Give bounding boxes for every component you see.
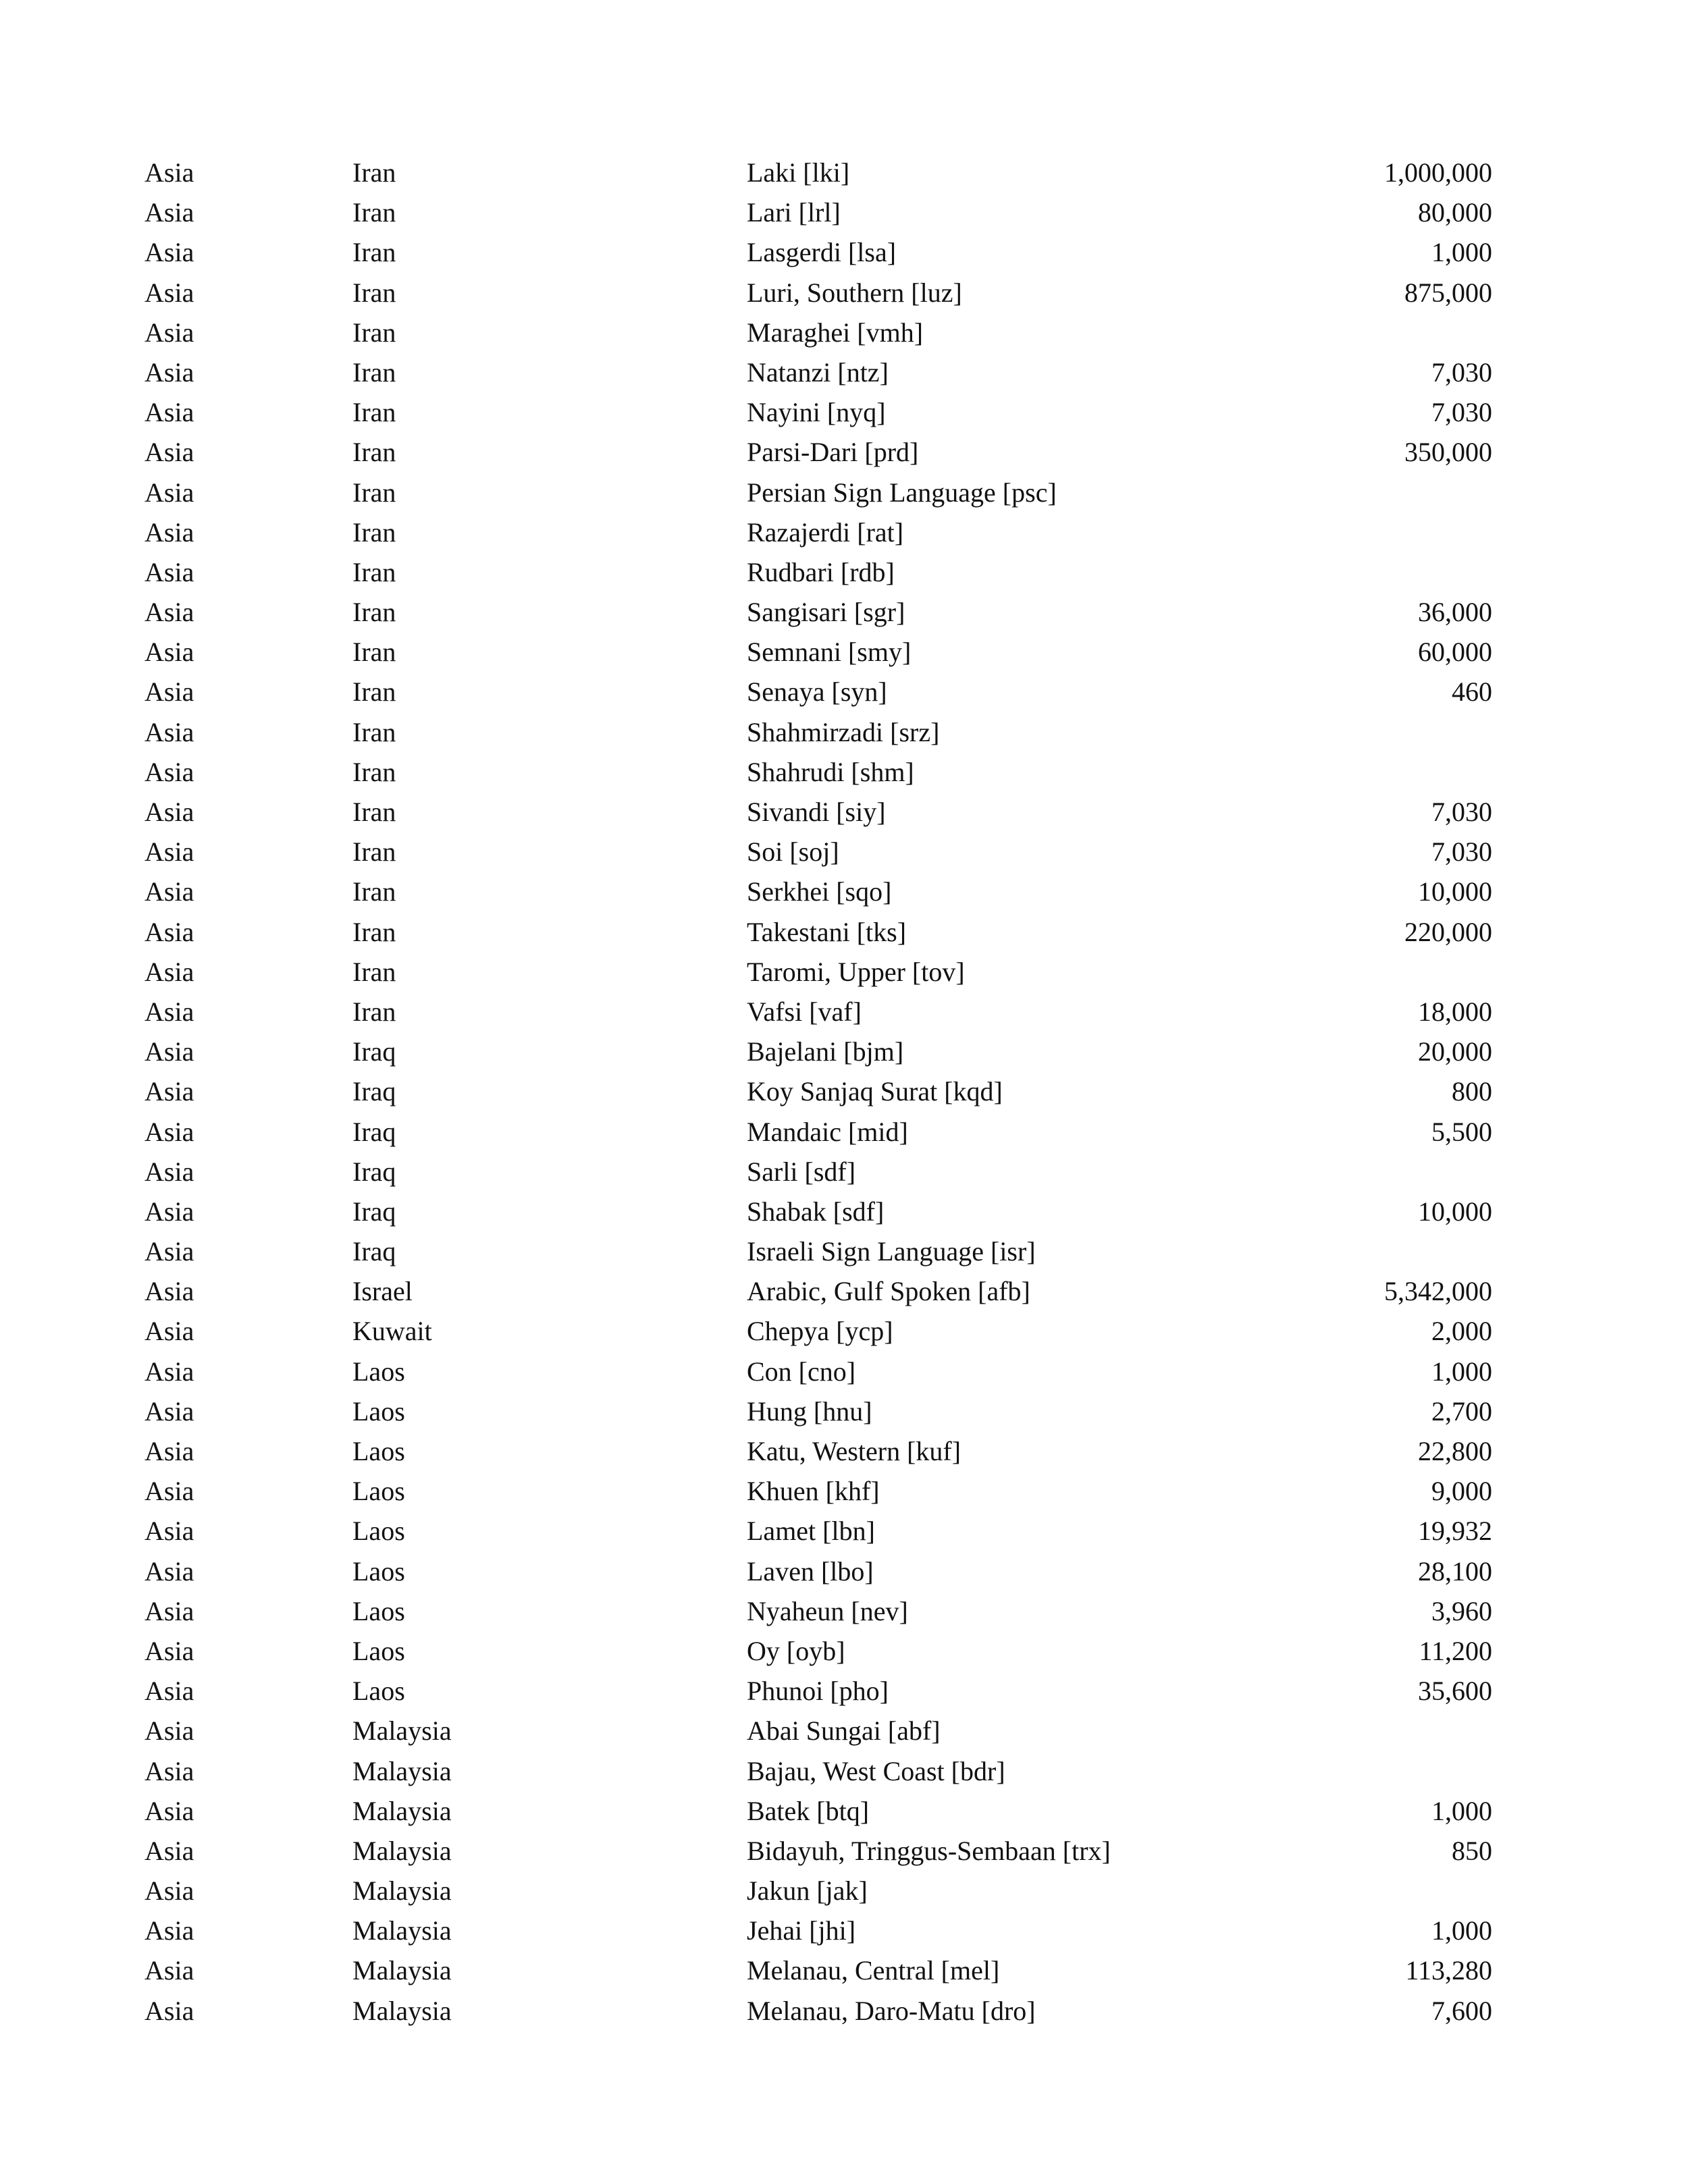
table-row	[144, 1152, 1495, 1192]
table-row	[144, 1751, 1495, 1791]
language-cell: Luri, Southern [luz]	[747, 277, 962, 308]
country-cell: Iraq	[352, 1196, 396, 1227]
region-cell: Asia	[144, 437, 194, 468]
country-cell: Iraq	[352, 1076, 396, 1107]
population-cell: 10,000	[1418, 876, 1492, 907]
table-row	[144, 912, 1495, 952]
language-cell: Phunoi [pho]	[747, 1676, 889, 1707]
language-cell: Khuen [khf]	[747, 1476, 880, 1507]
region-cell: Asia	[144, 277, 194, 308]
country-cell: Laos	[352, 1595, 405, 1626]
table-row	[144, 192, 1495, 232]
region-cell: Asia	[144, 1196, 194, 1227]
population-cell: 5,500	[1431, 1116, 1492, 1147]
country-cell: Laos	[352, 1436, 405, 1466]
table-row	[144, 1591, 1495, 1631]
language-cell: Shahmirzadi [srz]	[747, 716, 940, 747]
language-cell: Soi [soj]	[747, 836, 839, 868]
country-cell: Iran	[352, 836, 396, 868]
population-cell: 800	[1452, 1076, 1492, 1107]
population-cell: 1,000,000	[1384, 157, 1492, 188]
country-cell: Iran	[352, 676, 396, 708]
table-row	[144, 752, 1495, 792]
country-cell: Iran	[352, 597, 396, 628]
region-cell: Asia	[144, 1595, 194, 1626]
region-cell: Asia	[144, 397, 194, 428]
region-cell: Asia	[144, 676, 194, 708]
region-cell: Asia	[144, 1436, 194, 1466]
region-cell: Asia	[144, 1036, 194, 1067]
table-row	[144, 1071, 1495, 1111]
country-cell: Iran	[352, 477, 396, 508]
population-cell: 7,030	[1431, 836, 1492, 868]
region-cell: Asia	[144, 1076, 194, 1107]
region-cell: Asia	[144, 1395, 194, 1427]
region-cell: Asia	[144, 1516, 194, 1547]
language-cell: Melanau, Daro-Matu [dro]	[747, 1995, 1036, 2026]
language-cell: Shabak [sdf]	[747, 1196, 885, 1227]
population-cell: 850	[1452, 1835, 1492, 1866]
table-row	[144, 1032, 1495, 1071]
population-cell: 7,600	[1431, 1995, 1492, 2026]
population-cell: 28,100	[1418, 1555, 1492, 1587]
country-cell: Laos	[352, 1676, 405, 1707]
region-cell: Asia	[144, 516, 194, 548]
region-cell: Asia	[144, 1875, 194, 1907]
table-row	[144, 1311, 1495, 1351]
population-cell: 60,000	[1418, 637, 1492, 668]
table-row	[144, 1831, 1495, 1871]
language-cell: Oy [oyb]	[747, 1635, 845, 1666]
population-cell: 11,200	[1419, 1635, 1492, 1666]
region-cell: Asia	[144, 1356, 194, 1387]
table-row	[144, 592, 1495, 632]
language-cell: Melanau, Central [mel]	[747, 1955, 1000, 1986]
table-row	[144, 1950, 1495, 1990]
language-cell: Mandaic [mid]	[747, 1116, 908, 1147]
population-cell: 1,000	[1431, 1795, 1492, 1826]
population-cell: 460	[1452, 676, 1492, 708]
table-row	[144, 512, 1495, 552]
region-cell: Asia	[144, 197, 194, 228]
table-row	[144, 1551, 1495, 1591]
country-cell: Laos	[352, 1635, 405, 1666]
table-row	[144, 153, 1495, 192]
country-cell: Iraq	[352, 1236, 396, 1267]
table-row	[144, 1112, 1495, 1152]
region-cell: Asia	[144, 836, 194, 868]
table-row	[144, 432, 1495, 472]
population-cell: 18,000	[1418, 996, 1492, 1027]
language-cell: Arabic, Gulf Spoken [afb]	[747, 1276, 1030, 1307]
language-cell: Taromi, Upper [tov]	[747, 956, 965, 987]
population-cell: 1,000	[1431, 1356, 1492, 1387]
region-cell: Asia	[144, 1156, 194, 1187]
table-row	[144, 1391, 1495, 1431]
region-cell: Asia	[144, 1276, 194, 1307]
country-cell: Iran	[352, 197, 396, 228]
population-cell: 2,000	[1431, 1316, 1492, 1347]
region-cell: Asia	[144, 876, 194, 907]
table-row	[144, 1192, 1495, 1231]
language-cell: Jakun [jak]	[747, 1875, 868, 1907]
language-cell: Katu, Western [kuf]	[747, 1436, 961, 1466]
language-cell: Con [cno]	[747, 1356, 856, 1387]
language-cell: Chepya [ycp]	[747, 1316, 893, 1347]
language-cell: Shahrudi [shm]	[747, 756, 914, 787]
language-cell: Bajelani [bjm]	[747, 1036, 904, 1067]
region-cell: Asia	[144, 556, 194, 587]
table-row	[144, 273, 1495, 313]
language-cell: Jehai [jhi]	[747, 1915, 856, 1946]
population-cell: 3,960	[1431, 1595, 1492, 1626]
population-cell: 7,030	[1431, 397, 1492, 428]
region-cell: Asia	[144, 1795, 194, 1826]
language-cell: Parsi-Dari [prd]	[747, 437, 919, 468]
table-row	[144, 1352, 1495, 1391]
table-row	[144, 313, 1495, 352]
country-cell: Malaysia	[352, 1835, 452, 1866]
language-table	[144, 153, 1495, 2031]
region-cell: Asia	[144, 716, 194, 747]
table-row	[144, 392, 1495, 432]
country-cell: Iran	[352, 916, 396, 947]
table-row	[144, 1231, 1495, 1271]
table-row	[144, 672, 1495, 712]
region-cell: Asia	[144, 1955, 194, 1986]
country-cell: Malaysia	[352, 1715, 452, 1747]
country-cell: Iran	[352, 637, 396, 668]
region-cell: Asia	[144, 1715, 194, 1747]
language-cell: Semnani [smy]	[747, 637, 912, 668]
population-cell: 22,800	[1418, 1436, 1492, 1466]
table-row	[144, 952, 1495, 992]
country-cell: Iran	[352, 277, 396, 308]
country-cell: Laos	[352, 1476, 405, 1507]
language-cell: Lamet [lbn]	[747, 1516, 875, 1547]
table-row	[144, 1991, 1495, 2031]
country-cell: Iraq	[352, 1156, 396, 1187]
language-cell: Batek [btq]	[747, 1795, 870, 1826]
country-cell: Laos	[352, 1555, 405, 1587]
population-cell: 1,000	[1431, 237, 1492, 268]
language-cell: Laven [lbo]	[747, 1555, 874, 1587]
language-cell: Lari [lrl]	[747, 197, 841, 228]
region-cell: Asia	[144, 1236, 194, 1267]
population-cell: 35,600	[1418, 1676, 1492, 1707]
language-cell: Serkhei [sqo]	[747, 876, 892, 907]
country-cell: Iran	[352, 956, 396, 987]
population-cell: 36,000	[1418, 597, 1492, 628]
country-cell: Kuwait	[352, 1316, 432, 1347]
table-row	[144, 712, 1495, 752]
population-cell: 20,000	[1418, 1036, 1492, 1067]
population-cell: 113,280	[1405, 1955, 1492, 1986]
table-row	[144, 1871, 1495, 1911]
country-cell: Iran	[352, 437, 396, 468]
region-cell: Asia	[144, 916, 194, 947]
country-cell: Malaysia	[352, 1755, 452, 1786]
language-cell: Nyaheun [nev]	[747, 1595, 908, 1626]
region-cell: Asia	[144, 477, 194, 508]
language-cell: Takestani [tks]	[747, 916, 907, 947]
country-cell: Laos	[352, 1395, 405, 1427]
country-cell: Malaysia	[352, 1915, 452, 1946]
region-cell: Asia	[144, 1635, 194, 1666]
table-row	[144, 1631, 1495, 1671]
country-cell: Iran	[352, 797, 396, 827]
region-cell: Asia	[144, 637, 194, 668]
table-row	[144, 1431, 1495, 1471]
region-cell: Asia	[144, 1755, 194, 1786]
table-row	[144, 1911, 1495, 1950]
language-cell: Natanzi [ntz]	[747, 356, 889, 388]
language-cell: Rudbari [rdb]	[747, 556, 895, 587]
language-cell: Israeli Sign Language [isr]	[747, 1236, 1036, 1267]
language-cell: Hung [hnu]	[747, 1395, 872, 1427]
country-cell: Iran	[352, 876, 396, 907]
country-cell: Laos	[352, 1356, 405, 1387]
population-cell: 19,932	[1418, 1516, 1492, 1547]
region-cell: Asia	[144, 237, 194, 268]
country-cell: Iran	[352, 516, 396, 548]
language-cell: Senaya [syn]	[747, 676, 887, 708]
region-cell: Asia	[144, 1476, 194, 1507]
country-cell: Iran	[352, 716, 396, 747]
country-cell: Iran	[352, 397, 396, 428]
table-row	[144, 552, 1495, 592]
country-cell: Israel	[352, 1276, 413, 1307]
population-cell: 5,342,000	[1384, 1276, 1492, 1307]
language-cell: Sivandi [siy]	[747, 797, 886, 827]
language-cell: Nayini [nyq]	[747, 397, 886, 428]
region-cell: Asia	[144, 1316, 194, 1347]
table-row	[144, 1471, 1495, 1511]
table-row	[144, 352, 1495, 392]
table-row	[144, 1711, 1495, 1751]
country-cell: Malaysia	[352, 1955, 452, 1986]
language-cell: Bajau, West Coast [bdr]	[747, 1755, 1005, 1786]
region-cell: Asia	[144, 1915, 194, 1946]
language-cell: Sangisari [sgr]	[747, 597, 905, 628]
population-cell: 875,000	[1404, 277, 1492, 308]
country-cell: Laos	[352, 1516, 405, 1547]
region-cell: Asia	[144, 956, 194, 987]
table-row	[144, 1791, 1495, 1831]
table-row	[144, 832, 1495, 872]
country-cell: Iran	[352, 317, 396, 348]
table-row	[144, 792, 1495, 832]
country-cell: Iran	[352, 157, 396, 188]
country-cell: Iran	[352, 756, 396, 787]
region-cell: Asia	[144, 1116, 194, 1147]
table-row	[144, 473, 1495, 512]
population-cell: 7,030	[1431, 797, 1492, 827]
population-cell: 350,000	[1404, 437, 1492, 468]
region-cell: Asia	[144, 996, 194, 1027]
population-cell: 220,000	[1404, 916, 1492, 947]
table-row	[144, 1271, 1495, 1311]
region-cell: Asia	[144, 317, 194, 348]
region-cell: Asia	[144, 1676, 194, 1707]
language-cell: Koy Sanjaq Surat [kqd]	[747, 1076, 1003, 1107]
language-cell: Vafsi [vaf]	[747, 996, 862, 1027]
language-cell: Persian Sign Language [psc]	[747, 477, 1057, 508]
country-cell: Iran	[352, 996, 396, 1027]
country-cell: Iran	[352, 556, 396, 587]
country-cell: Malaysia	[352, 1795, 452, 1826]
region-cell: Asia	[144, 797, 194, 827]
language-cell: Sarli [sdf]	[747, 1156, 856, 1187]
table-row	[144, 992, 1495, 1032]
population-cell: 9,000	[1431, 1476, 1492, 1507]
population-cell: 7,030	[1431, 356, 1492, 388]
country-cell: Iran	[352, 237, 396, 268]
table-row	[144, 1671, 1495, 1711]
country-cell: Iraq	[352, 1036, 396, 1067]
region-cell: Asia	[144, 756, 194, 787]
region-cell: Asia	[144, 597, 194, 628]
language-cell: Abai Sungai [abf]	[747, 1715, 941, 1747]
population-cell: 10,000	[1418, 1196, 1492, 1227]
language-cell: Laki [lki]	[747, 157, 850, 188]
population-cell: 2,700	[1431, 1395, 1492, 1427]
language-cell: Lasgerdi [lsa]	[747, 237, 897, 268]
region-cell: Asia	[144, 1995, 194, 2026]
table-row	[144, 632, 1495, 672]
table-row	[144, 872, 1495, 911]
table-row	[144, 1511, 1495, 1551]
population-cell: 80,000	[1418, 197, 1492, 228]
table-row	[144, 232, 1495, 272]
region-cell: Asia	[144, 356, 194, 388]
language-cell: Bidayuh, Tringgus-Sembaan [trx]	[747, 1835, 1111, 1866]
language-cell: Maraghei [vmh]	[747, 317, 924, 348]
country-cell: Iran	[352, 356, 396, 388]
country-cell: Malaysia	[352, 1995, 452, 2026]
region-cell: Asia	[144, 1835, 194, 1866]
country-cell: Malaysia	[352, 1875, 452, 1907]
region-cell: Asia	[144, 157, 194, 188]
population-cell: 1,000	[1431, 1915, 1492, 1946]
country-cell: Iraq	[352, 1116, 396, 1147]
region-cell: Asia	[144, 1555, 194, 1587]
language-cell: Razajerdi [rat]	[747, 516, 904, 548]
